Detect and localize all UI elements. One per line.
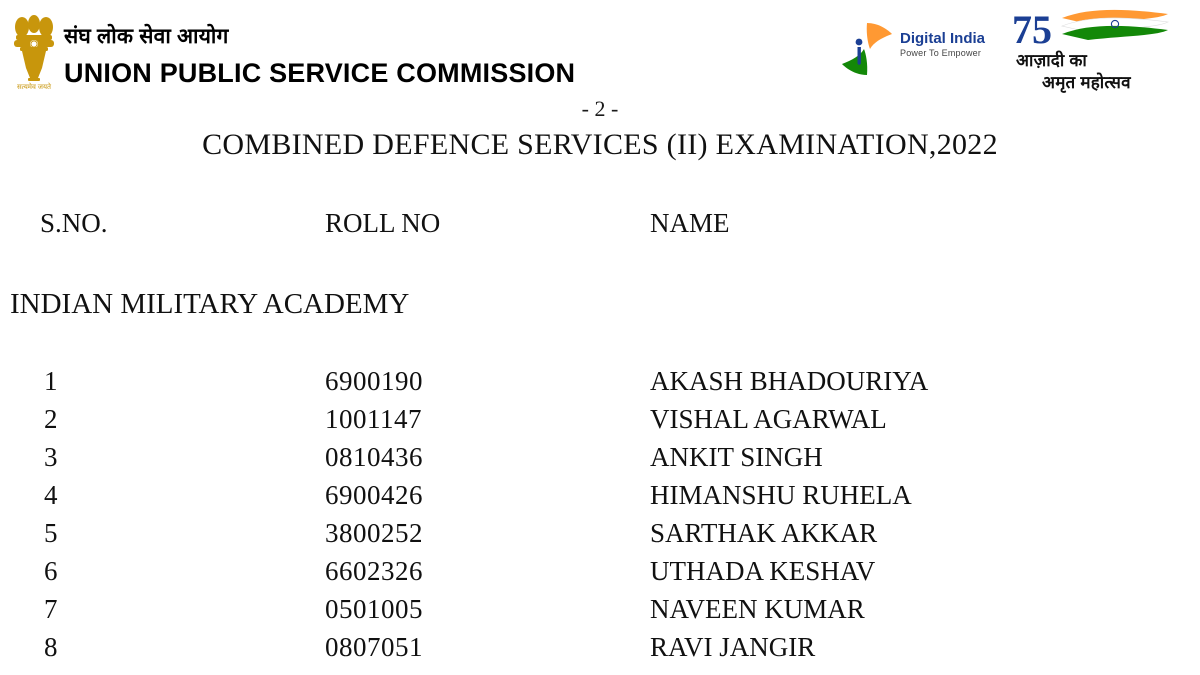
- cell-roll-no: 6900426: [325, 480, 423, 510]
- column-headers: [0, 208, 1200, 248]
- cell-roll-no: 0807051: [325, 632, 423, 662]
- cell-sno: 6: [44, 556, 58, 586]
- cell-roll-no: 0810436: [325, 442, 423, 472]
- cell-roll-no: 6900190: [325, 366, 423, 396]
- cell-sno: 7: [44, 594, 58, 624]
- cell-name: RAVI JANGIR: [650, 632, 816, 662]
- digital-india-logo: [838, 20, 998, 78]
- table-row: [0, 556, 1200, 594]
- cell-sno: 8: [44, 632, 58, 662]
- cell-name: ANKIT SINGH: [650, 442, 823, 472]
- table-row: [0, 632, 1200, 670]
- section-heading: INDIAN MILITARY ACADEMY: [10, 288, 410, 320]
- cell-sno: 4: [44, 480, 58, 510]
- cell-sno: 1: [44, 366, 58, 396]
- india-state-emblem-icon: [8, 8, 60, 92]
- digital-india-text: [900, 30, 985, 59]
- cell-name: SARTHAK AKKAR: [650, 518, 878, 548]
- column-header-sno: S.NO.: [40, 208, 108, 238]
- cell-roll-no: 0501005: [325, 594, 423, 624]
- cell-name: AKASH BHADOURIYA: [650, 366, 929, 396]
- table-row: [0, 442, 1200, 480]
- exam-title: COMBINED DEFENCE SERVICES (II) EXAMINATION,2022: [202, 128, 998, 161]
- cell-roll-no: 6602326: [325, 556, 423, 586]
- digital-india-subtitle: Power To Empower: [900, 48, 982, 58]
- azadi-line-2: अमृत महोत्सव: [1042, 73, 1131, 92]
- page-number: - 2 -: [581, 96, 619, 121]
- cell-sno: 5: [44, 518, 58, 548]
- cell-roll-no: 1001147: [325, 404, 422, 434]
- page-header: [0, 0, 1200, 100]
- org-name-hindi: संघ लोक सेवा आयोग: [64, 25, 229, 48]
- azadi-ka-amrit-mahotsav-logo: [1008, 8, 1183, 94]
- table-row: [0, 404, 1200, 442]
- azadi-line-1: आज़ादी का: [1016, 51, 1088, 70]
- digital-india-logo-icon: [838, 20, 896, 78]
- table-row: [0, 480, 1200, 518]
- cell-name: HIMANSHU RUHELA: [650, 480, 912, 510]
- cell-sno: 2: [44, 404, 58, 434]
- table-row: [0, 518, 1200, 556]
- table-row: [0, 366, 1200, 404]
- svg-text:सत्यमेव जयते: सत्यमेव जयते: [16, 84, 52, 91]
- digital-india-title: Digital India: [900, 30, 986, 47]
- cell-roll-no: 3800252: [325, 518, 423, 548]
- column-header-roll-no: ROLL NO: [325, 208, 441, 238]
- results-list: [0, 366, 1200, 670]
- cell-name: VISHAL AGARWAL: [650, 404, 887, 434]
- org-name-english: UNION PUBLIC SERVICE COMMISSION: [64, 58, 576, 88]
- cell-sno: 3: [44, 442, 58, 472]
- cell-name: UTHADA KESHAV: [650, 556, 876, 586]
- azadi-75-number: 75: [1012, 7, 1052, 52]
- cell-name: NAVEEN KUMAR: [650, 594, 865, 624]
- table-row: [0, 594, 1200, 632]
- column-header-name: NAME: [650, 208, 730, 238]
